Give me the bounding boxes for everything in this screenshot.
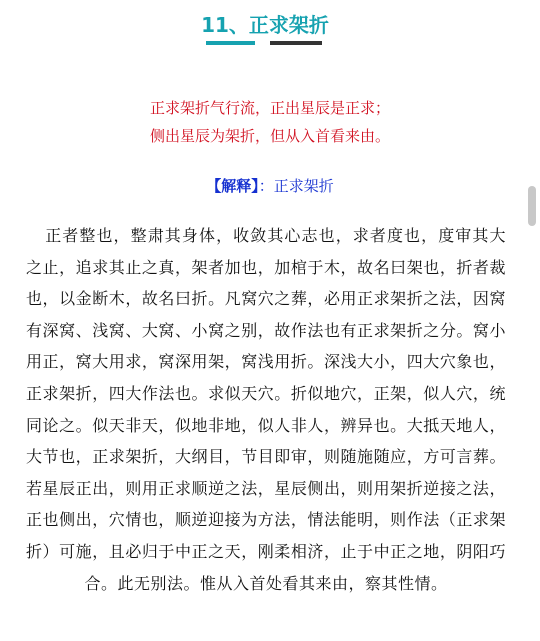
- title-underline-accent: [206, 41, 255, 45]
- explanation-heading: [0, 173, 540, 199]
- explanation-label: 【解释】: [206, 177, 259, 195]
- explanation-subject: ：正求架折: [258, 177, 334, 195]
- page-title: 11、正求架折: [201, 13, 329, 37]
- verse-line-2: 侧出星辰为架折，但从入首看来由。: [149, 127, 390, 145]
- scrollbar-thumb[interactable]: [528, 186, 536, 226]
- verse-block: [0, 94, 540, 150]
- verse-line-1: 正求架折气行流，正出星辰是正求；: [149, 99, 390, 117]
- body-paragraph: 正者整也，整肃其身体，收敛其心志也，求者度也，度审其大之止，追求其止之真，架者加也，加棺于木，故名曰架也，折者裁也，以金断木，故名曰折。凡窝穴之葬，必用正求架折之法，因窝有深窝、浅窝、大窝、小窝之别，故作法也有正求架折之分。窝小用正，窝大用求，窝深用架，窝浅用折。深浅大小，四大穴象也，正求架折，四大作法也。求似天穴。折似地穴，正架，似人穴，统同论之。似天非天，似地非地，似人非人，辨异也。大抵天地人，大节也，正求架折，大纲目，节目即审，则随施随应，方可言葬。若星辰正出，则用正求顺逆之法，星辰侧出，则用架折逆接之法，正也侧出，穴情也，顺逆迎接为方法，情法能明，则作法（正求架折）可施，且必归于中正之天，刚柔相济，止于中正之地，阴阳巧合。此无别法。惟从入首处看其来由，察其性情。: [26, 226, 506, 593]
- title-underline-dark: [270, 41, 322, 45]
